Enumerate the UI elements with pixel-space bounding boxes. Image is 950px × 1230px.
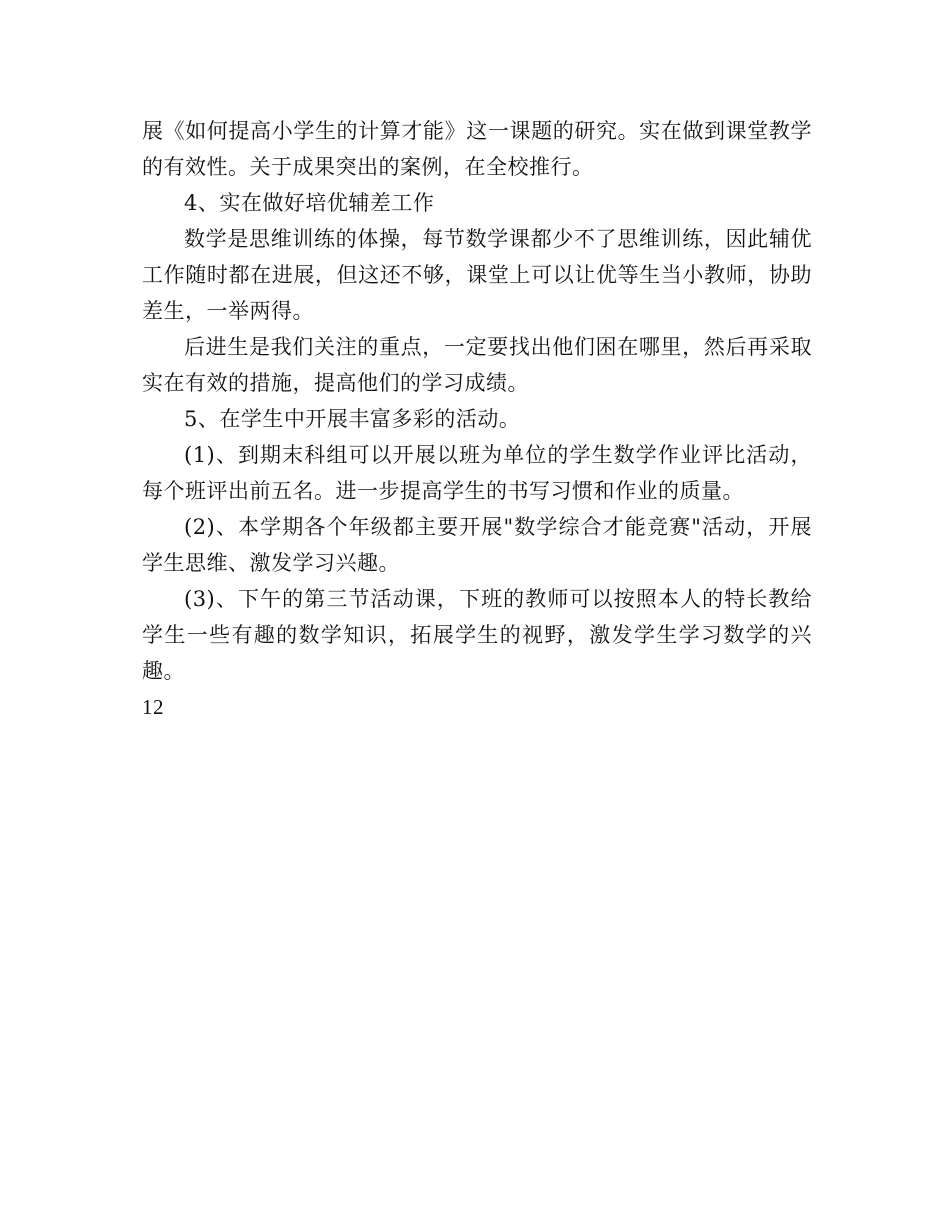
list-item-1: (1)、到期末科组可以开展以班为单位的学生数学作业评比活动，每个班评出前五名。进一步提高学生的书写习惯和作业的质量。 xyxy=(142,443,812,503)
paragraph-slow-learners: 后进生是我们关注的重点，一定要找出他们困在哪里，然后再采取实在有效的措施，提高他们的学习成绩。 xyxy=(142,335,812,395)
heading-item-4: 4、实在做好培优辅差工作 xyxy=(184,191,435,215)
paragraph-continuation: 展《如何提高小学生的计算才能》这一课题的研究。实在做到课堂教学的有效性。关于成果突出的案例，在全校推行。 xyxy=(142,119,812,179)
document-body xyxy=(142,113,812,725)
paragraph-thinking-training: 数学是思维训练的体操，每节数学课都少不了思维训练，因此辅优工作随时都在进展，但这还不够，课堂上可以让优等生当小教师，协助差生，一举两得。 xyxy=(142,227,812,323)
heading-item-5: 5、在学生中开展丰富多彩的活动。 xyxy=(184,407,521,431)
page-number: 12 xyxy=(142,695,164,719)
list-item-2: (2)、本学期各个年级都主要开展"数学综合才能竞赛"活动，开展学生思维、激发学习兴趣。 xyxy=(142,515,812,575)
list-item-3: (3)、下午的第三节活动课，下班的教师可以按照本人的特长教给学生一些有趣的数学知识，拓展学生的视野，激发学生学习数学的兴趣。 xyxy=(142,587,812,683)
